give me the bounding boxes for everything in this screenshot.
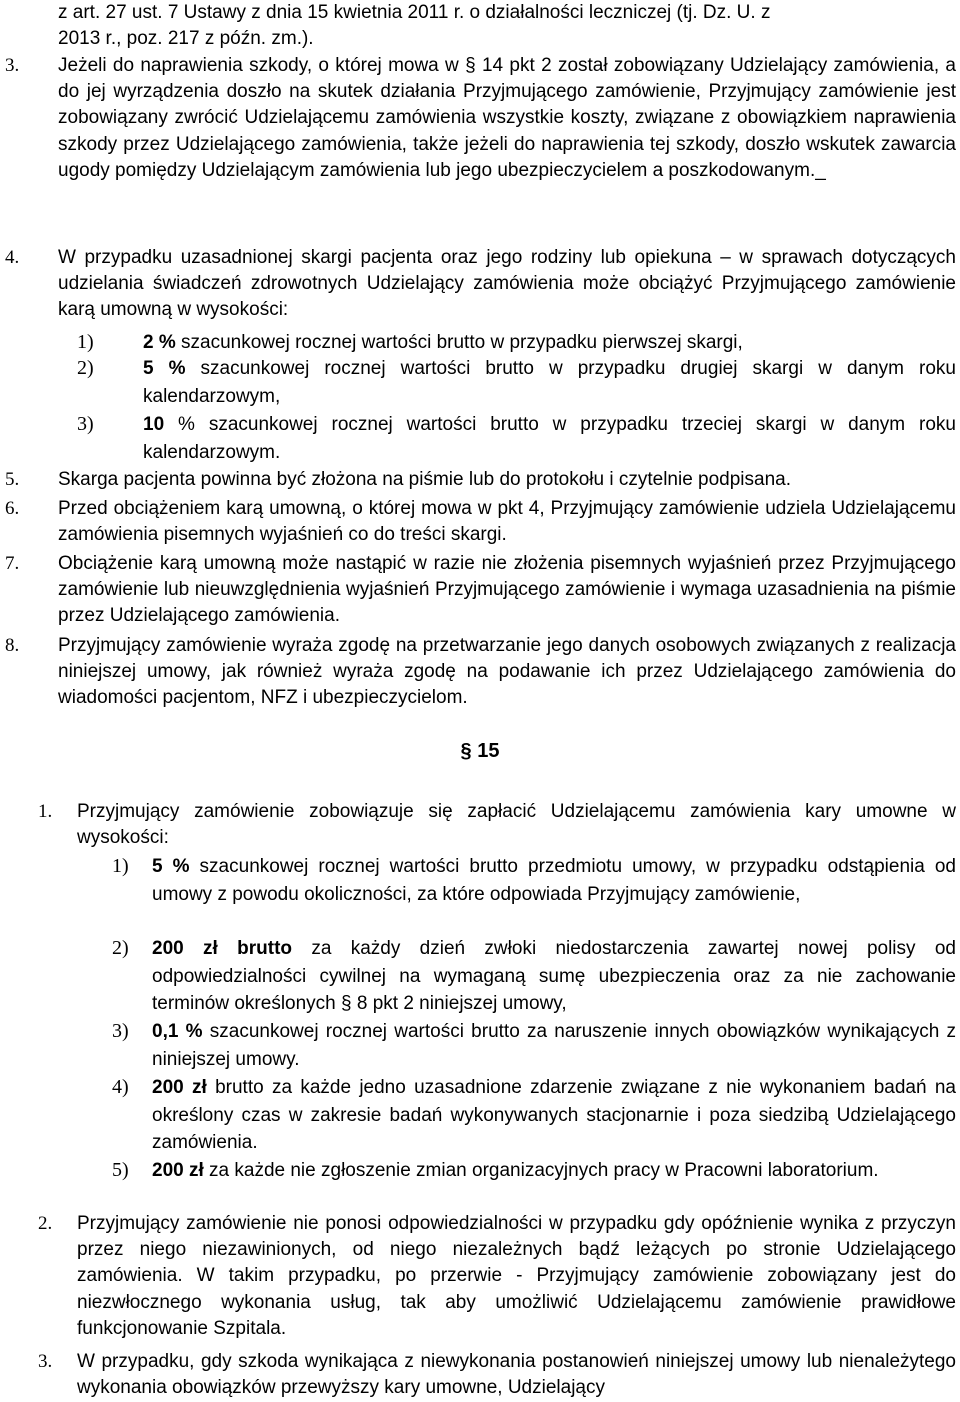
penalty-5	[112, 1157, 956, 1185]
option-text: szacunkowej rocznej wartości brutto w przypadku drugiej skargi w danym roku kalendarzowym,	[143, 358, 956, 407]
section-15-item-1	[38, 799, 956, 851]
item-text: Przed obciążeniem karą umowną, o której mowa w pkt 4, Przyjmujący zamówienie udziela Udzielającemu zamówienia pisemnych wyjaśnień co do treści skargi.	[58, 498, 956, 546]
penalty-2	[112, 935, 956, 1018]
penalty-4	[112, 1074, 956, 1157]
penalty-number: 1)	[112, 855, 129, 877]
penalty-3	[112, 1018, 956, 1073]
item-text: W przypadku, gdy szkoda wynikająca z niewykonania postanowień niniejszej umowy lub nienależytego wykonania obowiązków przewyższy kary umowne, Udzielający	[77, 1351, 956, 1399]
item-number: 8.	[5, 635, 20, 656]
section-14-item-8	[5, 633, 956, 712]
penalty-text: za każdy dzień zwłoki niedostarczenia zawartej nowej polisy od odpowiedzialności cywilnej na wymaganą sumę ubezpieczenia oraz za nie zachowanie terminów określonych § 8 pkt 2 niniejszej umowy,	[152, 938, 956, 1014]
penalty-amount: 5 %	[152, 856, 190, 877]
item-text: Skarga pacjenta powinna być złożona na piśmie lub do protokołu i czytelnie podpisana.	[58, 469, 792, 490]
penalty-option-2	[77, 355, 956, 410]
option-rate: 10	[143, 414, 165, 435]
penalty-1	[112, 853, 956, 908]
item-text: W przypadku uzasadnionej skargi pacjenta oraz jego rodziny lub opiekuna – w sprawach dotyczących udzielania świadczeń zdrowotnych Udzielający zamówienia może obciążyć Przyjmującego zamówienie karą umowną w wysokości:	[58, 247, 956, 321]
item-text: Przyjmujący zamówienie nie ponosi odpowiedzialności w przypadku gdy opóźnienie wynika z przyczyn przez niego niezawinionych, od niego niezależnych bądź leżących po stronie Udzielającego zamówienia. W takim przypadku, po przerwie - Przyjmujący zamówienie zobowiązany jest do niezwłocznego wykonania usług, tak aby umożliwić Udzielającemu zamówienie prawidłowe funkcjonowanie Szpitala.	[77, 1213, 956, 1339]
penalty-number: 3)	[112, 1020, 129, 1042]
option-rate: 2 %	[143, 332, 176, 353]
penalty-amount: 200 zł brutto	[152, 938, 292, 959]
item-number: 4.	[5, 247, 20, 268]
item-number: 7.	[5, 553, 20, 574]
item-number: 1.	[38, 801, 53, 822]
item-text: Przyjmujący zamówienie zobowiązuje się zapłacić Udzielającemu zamówienia kary umowne w wysokości:	[77, 801, 956, 849]
penalty-text: szacunkowej rocznej wartości brutto przedmiotu umowy, w przypadku odstąpienia od umowy z powodu okoliczności, za które odpowiada Przyjmujący zamówienie,	[152, 856, 956, 905]
section-14-item-3	[5, 53, 956, 184]
section-14-item-6	[5, 496, 956, 548]
item-number: 3.	[5, 55, 20, 76]
item-number: 5.	[5, 469, 20, 490]
option-text: szacunkowej rocznej wartości brutto w przypadku pierwszej skargi,	[175, 332, 743, 353]
section-heading: § 15	[460, 740, 500, 762]
section-14-item-5	[5, 467, 956, 493]
penalty-option-1	[77, 329, 956, 357]
item-number: 6.	[5, 498, 20, 519]
item-text: Obciążenie karą umowną może nastąpić w razie nie złożenia pisemnych wyjaśnień przez Przyjmującego zamówienie lub nieuwzględnienia wyjaśnień Przyjmującego zamówienie i wymaga uzasadnienia na piśmie przez Udzielającego zamówienia.	[58, 553, 956, 627]
intro-line-1: z art. 27 ust. 7 Ustawy z dnia 15 kwietnia 2011 r. o działalności leczniczej (tj. Dz. U. z	[58, 2, 771, 23]
section-14-item-7	[5, 551, 956, 630]
intro-line-2: 2013 r., poz. 217 z późn. zm.).	[58, 28, 314, 49]
item-text: Przyjmujący zamówienie wyraża zgodę na przetwarzanie jego danych osobowych związanych z realizacja niniejszej umowy, jak również wyraża zgodę na podawanie ich przez Udzielającego zamówienia do wiadomości pacjentom, NFZ i ubezpieczycielom.	[58, 635, 956, 709]
option-text: % szacunkowej rocznej wartości brutto w przypadku trzeciej skargi w danym roku kalendarzowym.	[143, 414, 956, 463]
section-15-item-2	[38, 1211, 956, 1342]
penalty-text: szacunkowej rocznej wartości brutto za naruszenie innych obowiązków wynikających z niniejszej umowy.	[152, 1021, 956, 1070]
penalty-amount: 0,1 %	[152, 1021, 203, 1042]
penalty-number: 4)	[112, 1076, 129, 1098]
option-number: 2)	[77, 357, 94, 379]
penalty-text: za każde nie zgłoszenie zmian organizacyjnych pracy w Pracowni laboratorium.	[203, 1160, 879, 1181]
option-number: 3)	[77, 413, 94, 435]
section-15-item-3	[38, 1349, 956, 1401]
penalty-number: 5)	[112, 1159, 129, 1181]
option-rate: 5 %	[143, 358, 186, 379]
section-14-item-4	[5, 245, 956, 324]
penalty-option-3	[77, 411, 956, 466]
penalty-amount: 200 zł	[152, 1160, 204, 1181]
option-number: 1)	[77, 331, 94, 353]
penalty-amount: 200 zł	[152, 1077, 207, 1098]
item-number: 3.	[38, 1351, 53, 1372]
penalty-number: 2)	[112, 937, 129, 959]
item-text: Jeżeli do naprawienia szkody, o której mowa w § 14 pkt 2 został zobowiązany Udzielający zamówienia, a do jej wyrządzenia doszło na skutek działania Przyjmującego zamówienie, Przyjmujący zamówienie jest zobowiązany zwrócić Udzielającemu zamówienia wszystkie koszty, związane z obowiązkiem naprawienia szkody przez Udzielającego zamówienia, także jeżeli do naprawienia tej szkody, doszło wskutek zawarcia ugody pomiędzy Udzielającym zamówienia lub jego ubezpieczycielem a poszkodowanym._	[58, 55, 956, 181]
penalty-text: brutto za każde jedno uzasadnione zdarzenie związane z nie wykonaniem badań na określony czas w zakresie badań wykonywanych stacjonarnie i poza siedzibą Udzielającego zamówienia.	[152, 1077, 956, 1153]
item-number: 2.	[38, 1213, 53, 1234]
